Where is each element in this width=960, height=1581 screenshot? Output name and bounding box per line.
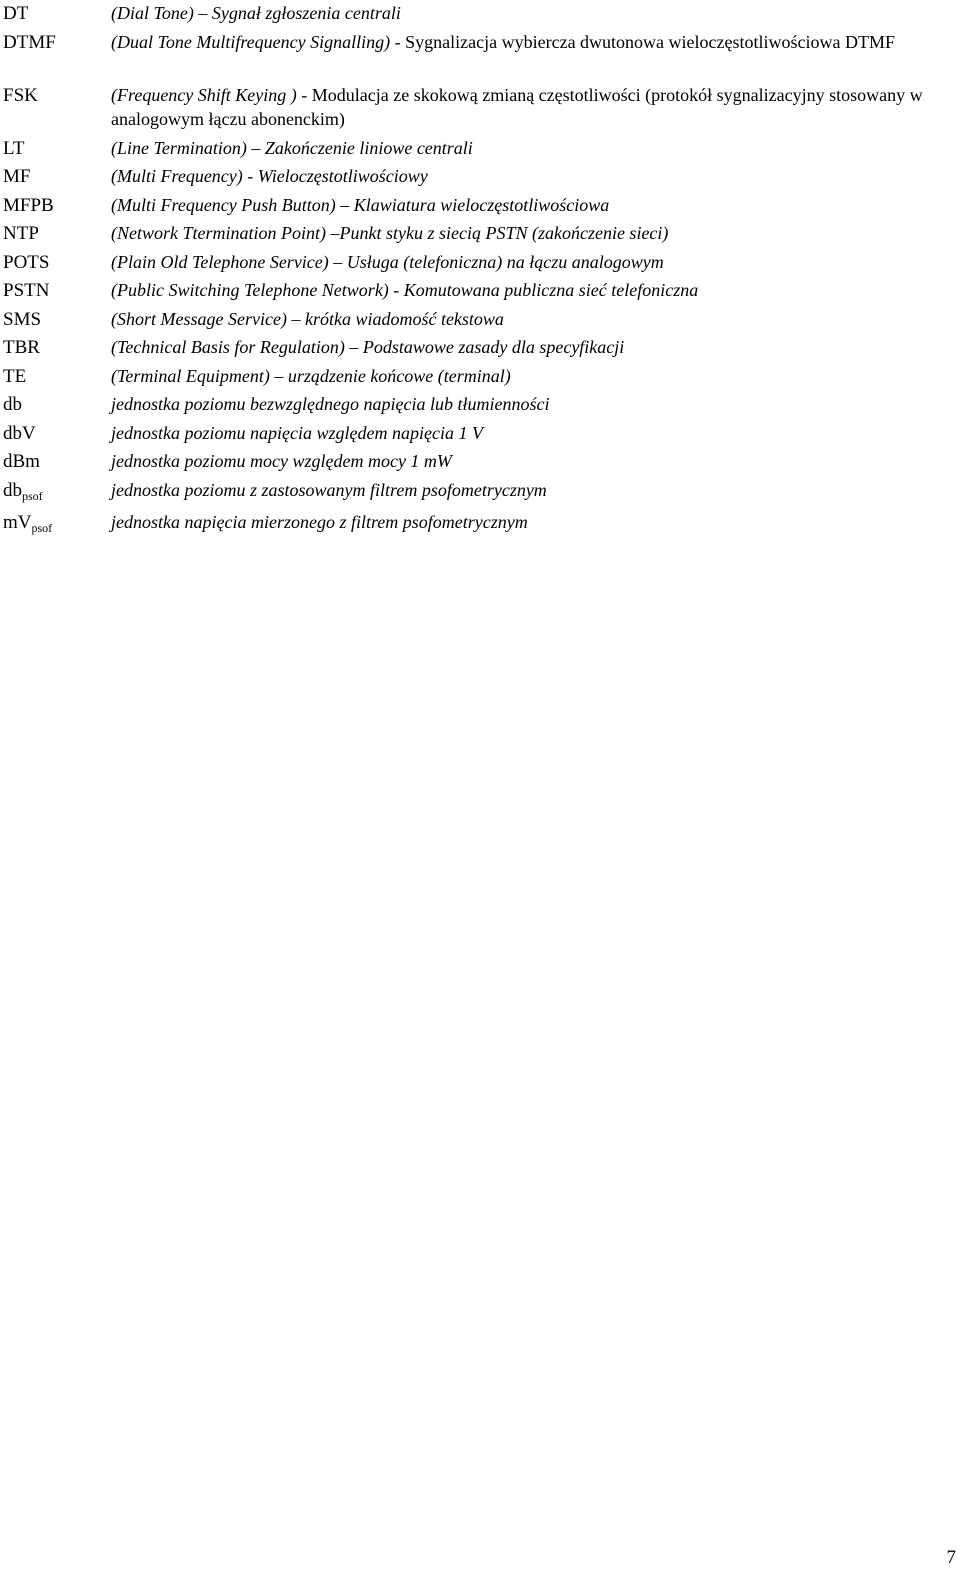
glossary-row [3,135,943,164]
definition: (Terminal Equipment) – urządzenie końcowe (terminal) [111,365,511,386]
definition: jednostka poziomu z zastosowanym filtrem psofometrycznym [111,479,547,500]
glossary-row [3,29,943,82]
glossary-row [3,249,943,278]
page-number: 7 [946,1547,956,1568]
definition: (Frequency Shift Keying ) - Modulacja ze skokową zmianą częstotliwości (protokół sygnalizacyjny stosowany w analogowym łączu abonenckim) [111,84,923,129]
definition: jednostka poziomu bezwzględnego napięcia lub tłumienności [111,394,550,414]
glossary-row [3,82,943,135]
definition: (Dial Tone) – Sygnał zgłoszenia centrali [111,3,401,23]
definition: (Multi Frequency Push Button) – Klawiatura wieloczęstotliwościowa [111,194,610,215]
abbreviation: TE [3,365,27,387]
abbreviation: PSTN [3,280,50,301]
glossary-row [3,277,943,306]
definition: (Multi Frequency) - Wieloczęstotliwościowy [111,166,428,186]
abbreviation: NTP [3,223,39,244]
abbreviation: DT [3,3,29,24]
glossary-row [3,334,943,363]
definition: (Line Termination) – Zakończenie liniowe centrali [111,137,473,158]
definition: jednostka poziomu mocy względem mocy 1 mW [111,451,452,471]
definition: (Short Message Service) – krótka wiadomość tekstowa [111,308,504,329]
definition: jednostka napięcia mierzonego z filtrem psofometrycznym [111,511,528,532]
abbreviation: LT [3,137,25,159]
abbreviations-glossary [3,0,943,541]
abbreviation: $db_{psof}$ [3,479,43,503]
abbreviation: MFPB [3,194,54,216]
glossary-row [3,0,943,29]
abbreviation: MF [3,166,31,187]
abbreviation: dBm [3,451,40,472]
abbreviation: $mV_{psof}$ [3,511,53,535]
abbreviation: POTS [3,251,50,273]
abbreviation: SMS [3,308,42,330]
abbreviation: db [3,394,22,415]
glossary-row [3,391,943,420]
definition: (Public Switching Telephone Network) - Komutowana publiczna sieć telefoniczna [111,280,699,300]
abbreviation: dbV [3,422,36,444]
definition: (Technical Basis for Regulation) – Podstawowe zasady dla specyfikacji [111,337,625,357]
glossary-row [3,192,943,221]
glossary-row [3,448,943,477]
glossary-row [3,306,943,335]
definition: (Network Ttermination Point) –Punkt styku z siecią PSTN (zakończenie sieci) [111,223,669,243]
abbreviation-subscript: psof [31,520,53,535]
glossary-row [3,420,943,449]
glossary-row [3,509,943,541]
glossary-row [3,163,943,192]
abbreviation: FSK [3,84,38,106]
abbreviation: TBR [3,337,40,358]
abbreviation-subscript: psof [22,488,43,503]
glossary-row [3,363,943,392]
glossary-row [3,477,943,509]
definition: jednostka poziomu napięcia względem napięcia 1 V [111,422,483,443]
glossary-row [3,220,943,249]
definition: (Dual Tone Multifrequency Signalling) - Sygnalizacja wybiercza dwutonowa wieloczęstotliwościowa DTMF [111,31,895,52]
abbreviation: DTMF [3,31,56,53]
definition: (Plain Old Telephone Service) – Usługa (telefoniczna) na łączu analogowym [111,251,664,272]
